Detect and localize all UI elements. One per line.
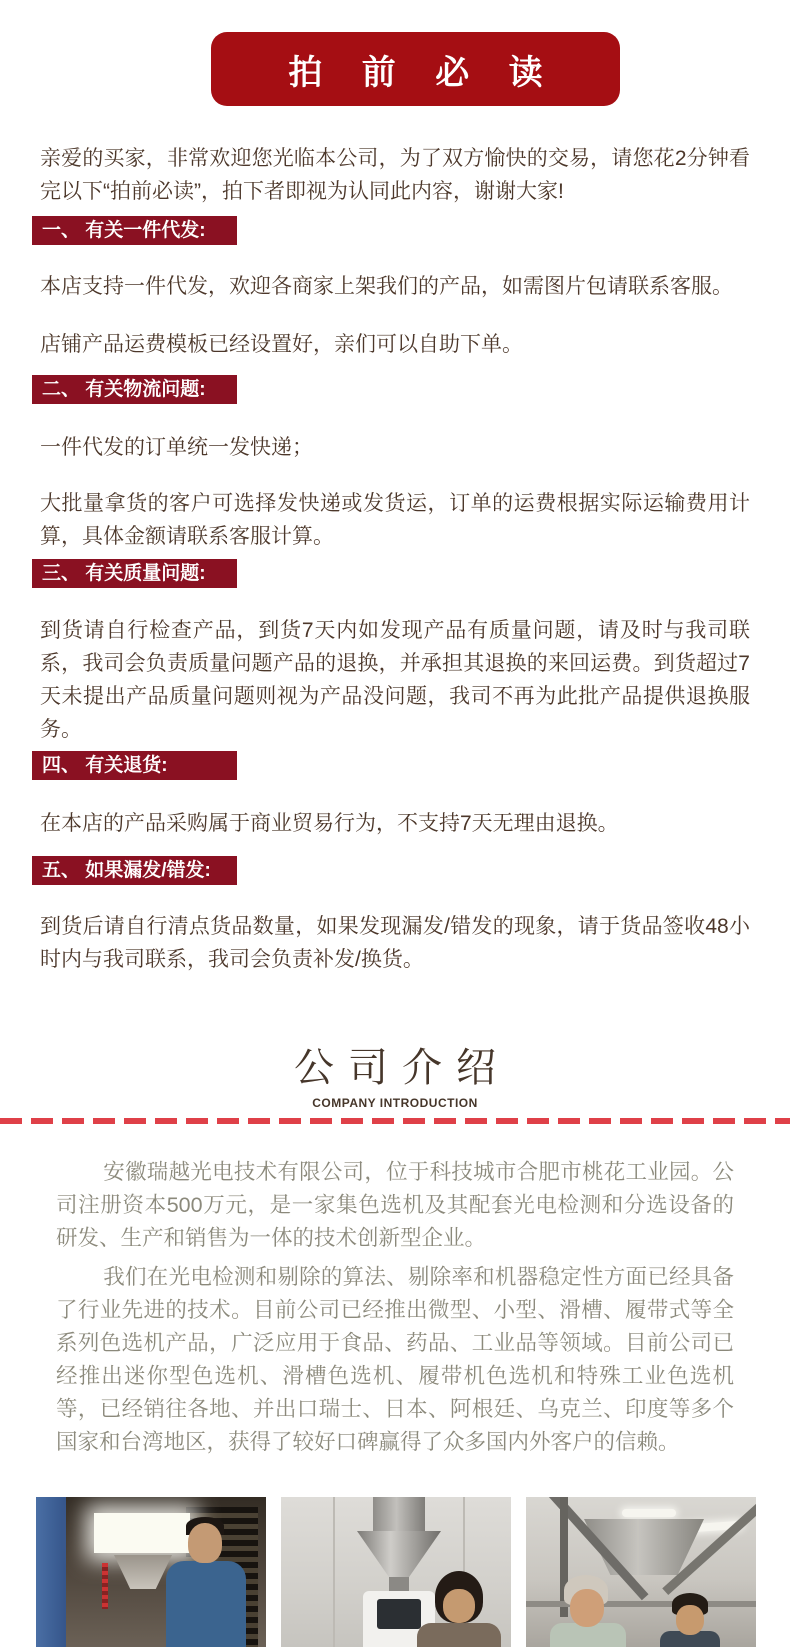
company-intro-title: 公司介绍 — [294, 1046, 510, 1090]
section-heading-missing-wrong-items: 五、 如果漏发/错发: — [32, 856, 237, 885]
section-paragraph: 到货后请自行清点货品数量，如果发现漏发/错发的现象，请于货品签收48小时内与我司联系，我司会负责补发/换货。 — [40, 915, 750, 971]
company-intro-subtitle: COMPANY INTRODUCTION — [312, 1096, 478, 1110]
ceiling-light-shape — [622, 1509, 676, 1517]
factory-photo-visitors — [526, 1497, 756, 1647]
factory-photo-worker — [36, 1497, 266, 1647]
section-paragraph: 本店支持一件代发，欢迎各商家上架我们的产品，如需图片包请联系客服。 — [40, 275, 733, 298]
company-paragraph: 安徽瑞越光电技术有限公司，位于科技城市合肥市桃花工业园。公司注册资本500万元，是一家集色选机及其配套光电检测和分选设备的研发、生产和销售为一体的技术创新型企业。 — [56, 1160, 734, 1250]
company-photos-row — [0, 1497, 790, 1647]
section-paragraph: 大批量拿货的客户可选择发快递或发货运，订单的运费根据实际运输费用计算，具体金额请联系客服计算。 — [40, 492, 750, 548]
section-heading-returns: 四、 有关退货: — [32, 751, 237, 780]
section-heading-logistics: 二、 有关物流问题: — [32, 375, 237, 404]
woman-figure-body — [417, 1623, 501, 1647]
machine-screen-shape — [377, 1599, 421, 1629]
product-description-page — [0, 32, 790, 1647]
wall-seam-shape — [333, 1497, 335, 1647]
factory-photo-machine-woman — [281, 1497, 511, 1647]
steel-duct-shape — [373, 1497, 425, 1531]
section-heading-dropshipping: 一、 有关一件代发: — [32, 216, 237, 245]
section-paragraph: 一件代发的订单统一发快递； — [40, 436, 313, 459]
intro-paragraph: 亲爱的买家，非常欢迎您光临本公司，为了双方愉快的交易，请您花2分钟看完以下“拍前必读”，拍下者即视为认同此内容，谢谢大家! — [40, 147, 750, 203]
worker-figure-head — [188, 1523, 222, 1563]
worker-figure-body — [166, 1561, 246, 1647]
hopper-neck-shape — [389, 1577, 409, 1591]
section-paragraph: 在本店的产品采购属于商业贸易行为，不支持7天无理由退换。 — [40, 812, 619, 835]
hopper-shape — [114, 1555, 172, 1589]
blue-curtain-shape — [36, 1497, 66, 1647]
visitor-right-face — [676, 1605, 704, 1635]
section-paragraph: 到货请自行检查产品，到货7天内如发现产品有质量问题，请及时与我司联系，我司会负责质量问题产品的退换，并承担其退换的来回运费。到货超过7天未提出产品质量问题则视为产品没问题，我司不再为此批产品提供退换服务。 — [40, 619, 750, 741]
light-panel-shape — [94, 1513, 190, 1553]
visitor-left-face — [570, 1589, 604, 1627]
woman-figure-face — [443, 1589, 475, 1623]
banner-title: 拍 前 必 读 — [288, 53, 558, 92]
section-paragraph: 店铺产品运费模板已经设置好，亲们可以自助下单。 — [40, 333, 523, 356]
dashed-divider — [0, 1118, 790, 1124]
company-paragraph: 我们在光电检测和剔除的算法、剔除率和机器稳定性方面已经具备了行业先进的技术。目前公司已经推出微型、小型、滑槽、履带式等全系列色选机产品，广泛应用于食品、药品、工业品等领域。目前公司已经推出迷你型色选机、滑槽色选机、履带机色选机和特殊工业色选机等，已经销往各地、并出口瑞士、日本、阿根廷、乌克兰、印度等多个国家和台湾地区，获得了较好口碑赢得了众多国内外客户的信赖。 — [56, 1265, 734, 1454]
pre-purchase-notice-banner — [211, 32, 620, 106]
railing-shape — [526, 1601, 756, 1607]
section-heading-quality: 三、 有关质量问题: — [32, 559, 237, 588]
red-coil-shape — [102, 1563, 108, 1609]
steel-hopper-shape — [357, 1531, 441, 1577]
